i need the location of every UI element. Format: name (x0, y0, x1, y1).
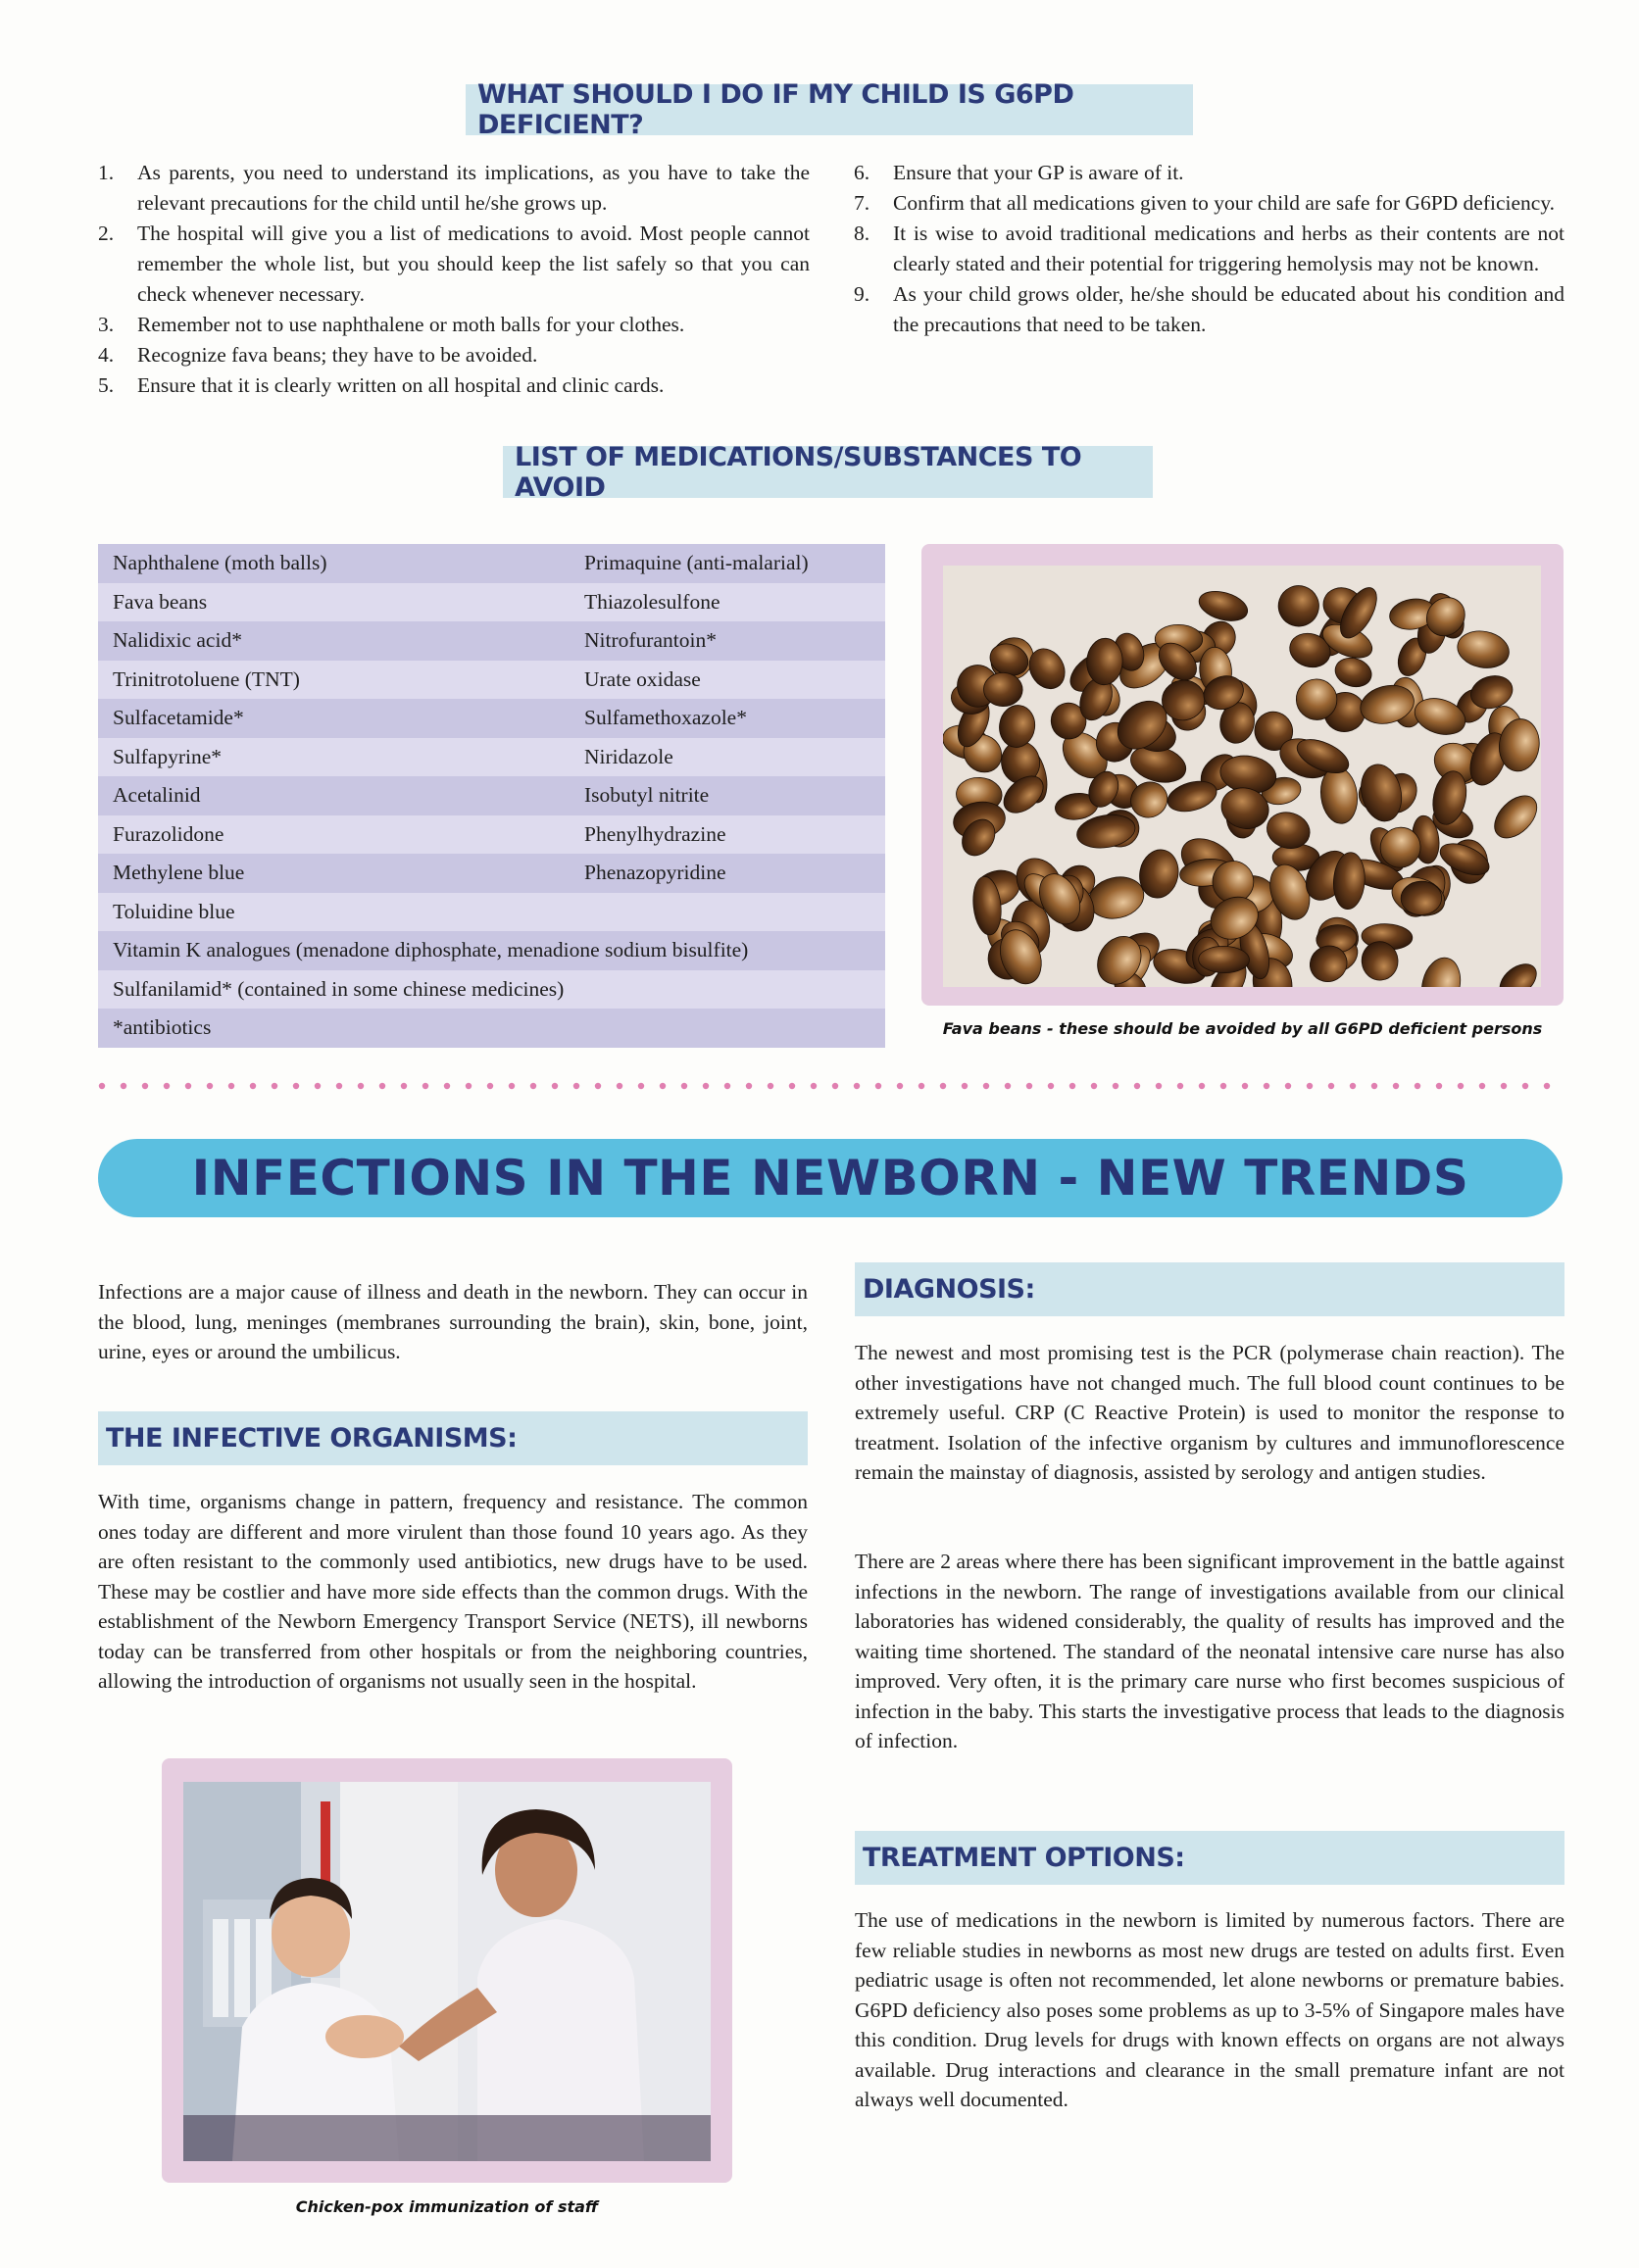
divider-dot (1199, 1083, 1205, 1089)
divider-dot (617, 1083, 622, 1089)
divider-dot (228, 1083, 234, 1089)
divider-dot (1458, 1083, 1464, 1089)
table-cell: Nitrofurantoin* (584, 628, 717, 653)
table-cell: Sulfamethoxazole* (584, 706, 747, 730)
table-cell: Naphthalene (moth balls) (113, 551, 327, 575)
table-row (98, 776, 885, 815)
table-cell: Sulfapyrine* (113, 744, 223, 768)
divider-dot (1156, 1083, 1162, 1089)
divider-dot (358, 1083, 364, 1089)
divider-dot (1479, 1083, 1485, 1089)
article-title: INFECTIONS IN THE NEWBORN - NEW TRENDS (191, 1150, 1469, 1207)
table-cell: Urate oxidase (584, 666, 701, 691)
divider-dot (1220, 1083, 1226, 1089)
divider-dot (164, 1083, 170, 1089)
divider-dot (789, 1083, 795, 1089)
table-row (98, 583, 885, 622)
table-cell: Vitamin K analogues (menadone diphosphate, menadione sodium bisulfite) (113, 938, 749, 962)
divider-dot (638, 1083, 644, 1089)
table-cell: Sulfanilamid* (contained in some chinese medicines) (113, 976, 565, 1001)
table-row (98, 815, 885, 855)
list-item: 1. As parents, you need to understand its implications, as you have to take the relevant precautions for the child until he/she grows up. (98, 161, 810, 215)
table-cell: Niridazole (584, 744, 673, 768)
table-row (98, 970, 885, 1010)
divider-dot (1544, 1083, 1550, 1089)
organisms-heading-text: THE INFECTIVE ORGANISMS: (106, 1423, 518, 1454)
divider-dot (1285, 1083, 1291, 1089)
table-cell: Trinitrotoluene (TNT) (113, 666, 300, 691)
diagnosis-heading-text: DIAGNOSIS: (863, 1274, 1035, 1305)
g6pd-heading (466, 79, 1193, 140)
divider-dot (875, 1083, 881, 1089)
divider-dot (422, 1083, 428, 1089)
divider-dot (1436, 1083, 1442, 1089)
divider-dot (272, 1083, 277, 1089)
divider-dot (703, 1083, 709, 1089)
divider-dot (1264, 1083, 1269, 1089)
table-row (98, 699, 885, 738)
treatment-heading-text: TREATMENT OPTIONS: (863, 1843, 1185, 1873)
divider-dot (1026, 1083, 1032, 1089)
divider-dot (315, 1083, 321, 1089)
medications-table (98, 544, 885, 1048)
list-item: 6. Ensure that your GP is aware of it. (854, 161, 1184, 184)
divider-dot (1091, 1083, 1097, 1089)
fava-beans-illustration (943, 566, 1541, 987)
divider-dot (444, 1083, 450, 1089)
list-item: 7. Confirm that all medications given to your child are safe for G6PD deficiency. (854, 191, 1556, 215)
diagnosis-paragraph-1: The newest and most promising test is the PCR (polymerase chain reaction). The other investigations have not changed much. The full blood count continues to be extremely useful. CRP (C Reactive Protein) is used to monitor the response to treatment. Isolation of the infective organism by cultures and immunoflorescence remain the mainstay of diagnosis, assisted by serology and antigen studies. (855, 1341, 1564, 1484)
table-cell: Isobutyl nitrite (584, 783, 710, 808)
dotted-divider (98, 1080, 1563, 1092)
fava-beans-photo (943, 566, 1541, 987)
divider-dot (185, 1083, 191, 1089)
divider-dot (466, 1083, 472, 1089)
fava-bean (1198, 946, 1249, 973)
table-cell: Methylene blue (113, 861, 245, 885)
divider-dot (1113, 1083, 1118, 1089)
divider-dot (983, 1083, 989, 1089)
divider-dot (940, 1083, 946, 1089)
intro-paragraph: Infections are a major cause of illness and death in the newborn. They can occur in the blood, lung, meninges (membranes surrounding the brain), skin, bone, joint, urine, eyes or around the umbilicus. (98, 1280, 808, 1363)
g6pd-list-left (98, 158, 810, 401)
divider-dot (573, 1083, 579, 1089)
divider-dot (1177, 1083, 1183, 1089)
divider-dot (1328, 1083, 1334, 1089)
divider-dot (1134, 1083, 1140, 1089)
divider-dot (401, 1083, 407, 1089)
divider-dot (250, 1083, 256, 1089)
divider-dot (1501, 1083, 1507, 1089)
g6pd-list-right (854, 158, 1564, 340)
table-cell: Sulfacetamide* (113, 706, 244, 730)
article-banner (98, 1139, 1563, 1217)
treatment-paragraph: The use of medications in the newborn is limited by numerous factors. There are few reliable studies in newborns as most new drugs are tested on adults first. Even pediatric usage is often not recommended, let alone newborns or premature babies. G6PD deficiency also poses some problems as up to 3-5% of Singapore males have this condition. Drug levels for drugs with known effects on organs are not always available. Drug interactions and clearance in the small premature infant are not always well documented. (855, 1908, 1564, 2111)
table-cell: Acetalinid (113, 783, 201, 808)
diagnosis-heading (855, 1262, 1564, 1316)
immunization-caption: Chicken-pox immunization of staff (295, 2197, 599, 2216)
divider-dot (897, 1083, 903, 1089)
table-row (98, 893, 885, 932)
organisms-paragraph: With time, organisms change in pattern, frequency and resistance. The common ones today are different and more virulent than those found 10 years ago. As they are often resistant to the commonly used antibiotics, new drugs have to be used. These may be costlier and have more side effects than the common drugs. With the establishment of the Newborn Emergency Transport Service (NETS), ill newborns today can be transferred from other hospitals or from the neighboring countries, allowing the introduction of organisms not usually seen in the hospital. (98, 1490, 808, 1693)
divider-dot (1242, 1083, 1248, 1089)
fava-beans-photo-frame (921, 544, 1564, 1006)
list-item: 5. Ensure that it is clearly written on all hospital and clinic cards. (98, 373, 665, 397)
divider-dot (919, 1083, 924, 1089)
table-row (98, 738, 885, 777)
divider-dot (99, 1083, 105, 1089)
immunization-illustration (183, 1782, 711, 2161)
diagnosis-paragraph-2: There are 2 areas where there has been significant improvement in the battle against infections in the newborn. The range of investigations available from our clinical laboratories has widened considerably, the quality of results has improved and the waiting time shortened. The standard of the neonatal intensive care nurse has also improved. Very often, it is the primary care nurse who first becomes suspicious of infection in the baby. This starts the investigative process that leads to the diagnosis of infection. (855, 1550, 1564, 1752)
table-row (98, 661, 885, 700)
organisms-heading (98, 1411, 808, 1465)
divider-dot (379, 1083, 385, 1089)
table-cell: Furazolidone (113, 821, 224, 846)
g6pd-heading-text: WHAT SHOULD I DO IF MY CHILD IS G6PD DEFICIENT? (477, 79, 1074, 140)
medications-heading-text: LIST OF MEDICATIONS/SUBSTANCES TO AVOID (515, 441, 1082, 503)
table-cell: Fava beans (113, 589, 208, 614)
table-row (98, 544, 885, 583)
divider-dot (1069, 1083, 1075, 1089)
table-row (98, 1009, 885, 1048)
divider-dot (854, 1083, 860, 1089)
list-item: 3. Remember not to use naphthalene or moth balls for your clothes. (98, 313, 685, 336)
treatment-heading (855, 1831, 1564, 1885)
divider-dot (962, 1083, 968, 1089)
table-row (98, 931, 885, 970)
divider-dot (121, 1083, 126, 1089)
divider-dot (1307, 1083, 1313, 1089)
table-cell: *antibiotics (113, 1015, 212, 1040)
table-cell: Toluidine blue (113, 899, 235, 923)
divider-dot (1048, 1083, 1054, 1089)
divider-dot (681, 1083, 687, 1089)
divider-dot (811, 1083, 817, 1089)
divider-dot (336, 1083, 342, 1089)
medications-heading (503, 441, 1153, 503)
divider-dot (1522, 1083, 1528, 1089)
divider-dot (746, 1083, 752, 1089)
divider-dot (530, 1083, 536, 1089)
divider-dot (768, 1083, 773, 1089)
divider-dot (1393, 1083, 1399, 1089)
divider-dot (1371, 1083, 1377, 1089)
divider-dot (832, 1083, 838, 1089)
fava-beans-caption: Fava beans - these should be avoided by all G6PD deficient persons (942, 1019, 1543, 1038)
divider-dot (509, 1083, 515, 1089)
immunization-photo (183, 1782, 711, 2161)
list-item: 8. It is wise to avoid traditional medications and herbs as their contents are not clearly stated and their potential for triggering hemolysis may not be known. (854, 222, 1564, 275)
list-item: 9. As your child grows older, he/she should be educated about his condition and the precautions that need to be taken. (854, 282, 1564, 336)
divider-dot (660, 1083, 666, 1089)
divider-dot (595, 1083, 601, 1089)
divider-dot (142, 1083, 148, 1089)
divider-dot (552, 1083, 558, 1089)
table-row (98, 621, 885, 661)
table-cell: Nalidixic acid* (113, 628, 242, 653)
table-cell: Primaquine (anti-malarial) (584, 551, 809, 575)
immunization-photo-frame (162, 1758, 732, 2183)
divider-dot (724, 1083, 730, 1089)
divider-dot (487, 1083, 493, 1089)
divider-dot (1415, 1083, 1420, 1089)
table-cell: Phenylhydrazine (584, 821, 726, 846)
list-item: 4. Recognize fava beans; they have to be avoided. (98, 343, 538, 367)
table-row (98, 854, 885, 893)
divider-dot (293, 1083, 299, 1089)
list-item: 2. The hospital will give you a list of medications to avoid. Most people cannot remember the whole list, but you should keep the list safely so that you can check whenever necessary. (98, 222, 810, 306)
table-cell: Thiazolesulfone (584, 589, 720, 614)
divider-dot (1350, 1083, 1356, 1089)
table-cell: Phenazopyridine (584, 861, 726, 885)
divider-dot (1005, 1083, 1011, 1089)
divider-dot (207, 1083, 213, 1089)
